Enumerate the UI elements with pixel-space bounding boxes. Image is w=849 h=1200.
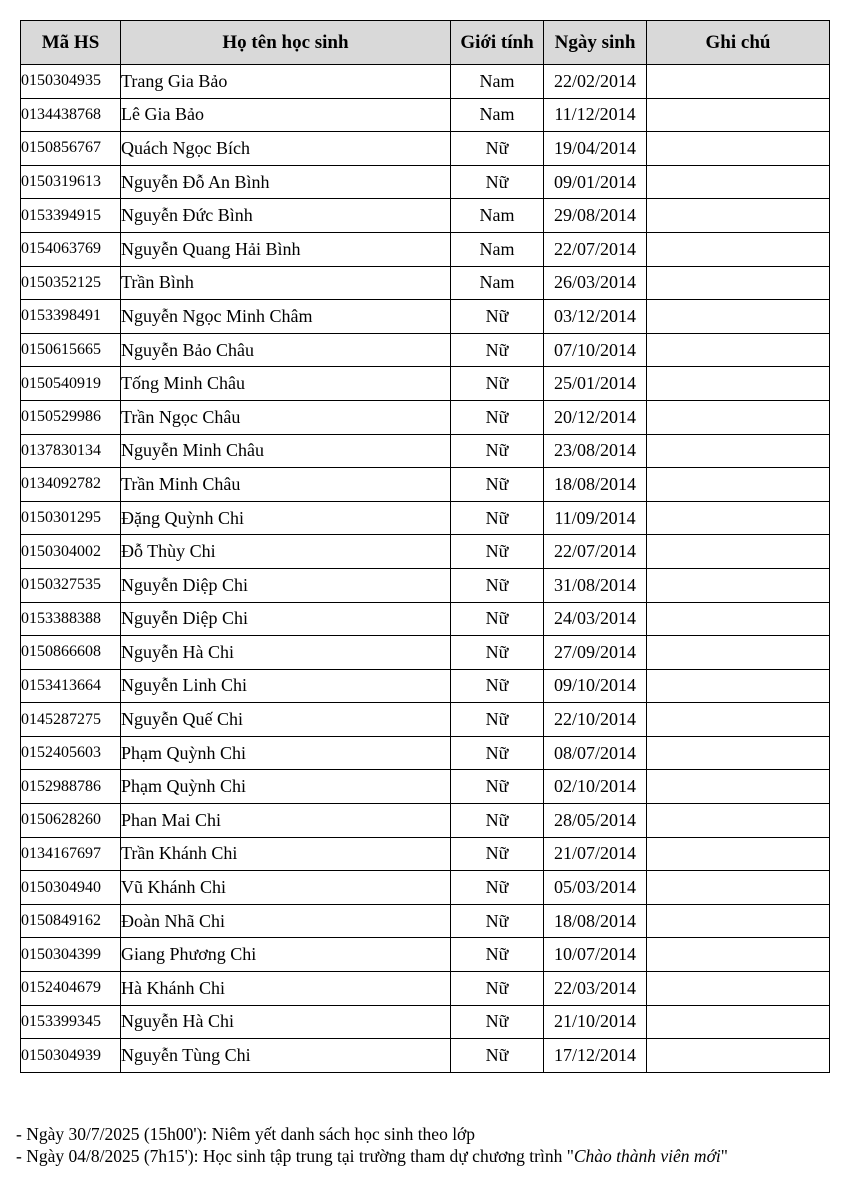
table-row	[21, 333, 830, 367]
cell-note	[647, 232, 830, 266]
cell-student-id: 0137830134	[21, 434, 121, 468]
cell-gender: Nam	[451, 266, 544, 300]
column-header-note: Ghi chú	[647, 21, 830, 65]
cell-note	[647, 1039, 830, 1073]
cell-gender: Nam	[451, 199, 544, 233]
table-row	[21, 669, 830, 703]
cell-date-of-birth: 26/03/2014	[544, 266, 647, 300]
cell-student-name: Nguyễn Diệp Chi	[121, 568, 451, 602]
cell-note	[647, 501, 830, 535]
cell-student-name: Vũ Khánh Chi	[121, 871, 451, 905]
cell-note	[647, 98, 830, 132]
cell-student-id: 0150319613	[21, 165, 121, 199]
cell-note	[647, 736, 830, 770]
cell-date-of-birth: 02/10/2014	[544, 770, 647, 804]
cell-student-id: 0150856767	[21, 132, 121, 166]
cell-gender: Nữ	[451, 703, 544, 737]
table-row	[21, 938, 830, 972]
cell-note	[647, 468, 830, 502]
cell-student-id: 0150304940	[21, 871, 121, 905]
cell-note	[647, 636, 830, 670]
cell-student-name: Phan Mai Chi	[121, 804, 451, 838]
cell-note	[647, 938, 830, 972]
student-roster-table	[20, 20, 830, 1073]
cell-date-of-birth: 31/08/2014	[544, 568, 647, 602]
cell-date-of-birth: 25/01/2014	[544, 367, 647, 401]
cell-note	[647, 65, 830, 99]
note-line-1: - Ngày 30/7/2025 (15h00'): Niêm yết danh sách học sinh theo lớp	[16, 1124, 476, 1144]
table-row	[21, 400, 830, 434]
cell-student-name: Nguyễn Đức Bình	[121, 199, 451, 233]
cell-student-id: 0150327535	[21, 568, 121, 602]
table-body	[21, 65, 830, 1073]
cell-student-name: Lê Gia Bảo	[121, 98, 451, 132]
cell-date-of-birth: 21/07/2014	[544, 837, 647, 871]
cell-date-of-birth: 05/03/2014	[544, 871, 647, 905]
cell-student-id: 0150301295	[21, 501, 121, 535]
cell-student-name: Đỗ Thùy Chi	[121, 535, 451, 569]
cell-student-name: Hà Khánh Chi	[121, 972, 451, 1006]
cell-date-of-birth: 20/12/2014	[544, 400, 647, 434]
cell-note	[647, 266, 830, 300]
cell-student-name: Trần Bình	[121, 266, 451, 300]
cell-student-name: Đoàn Nhã Chi	[121, 904, 451, 938]
table-row	[21, 98, 830, 132]
cell-student-id: 0150615665	[21, 333, 121, 367]
table-row	[21, 904, 830, 938]
cell-date-of-birth: 22/07/2014	[544, 232, 647, 266]
cell-gender: Nữ	[451, 871, 544, 905]
cell-student-id: 0150352125	[21, 266, 121, 300]
cell-student-id: 0134438768	[21, 98, 121, 132]
cell-student-name: Nguyễn Quang Hải Bình	[121, 232, 451, 266]
cell-student-name: Quách Ngọc Bích	[121, 132, 451, 166]
cell-gender: Nữ	[451, 736, 544, 770]
cell-student-id: 0153399345	[21, 1005, 121, 1039]
cell-date-of-birth: 07/10/2014	[544, 333, 647, 367]
cell-student-name: Tống Minh Châu	[121, 367, 451, 401]
cell-student-id: 0152405603	[21, 736, 121, 770]
note-line-2-prefix: - Ngày 04/8/2025 (7h15'): Học sinh tập trung tại trường tham dự chương trình "	[16, 1146, 574, 1166]
cell-student-id: 0154063769	[21, 232, 121, 266]
cell-note	[647, 535, 830, 569]
cell-date-of-birth: 17/12/2014	[544, 1039, 647, 1073]
cell-gender: Nữ	[451, 669, 544, 703]
cell-date-of-birth: 09/10/2014	[544, 669, 647, 703]
table-row	[21, 972, 830, 1006]
cell-student-name: Trang Gia Bảo	[121, 65, 451, 99]
cell-student-name: Nguyễn Minh Châu	[121, 434, 451, 468]
cell-gender: Nữ	[451, 770, 544, 804]
cell-date-of-birth: 22/03/2014	[544, 972, 647, 1006]
table-row	[21, 703, 830, 737]
table-row	[21, 165, 830, 199]
cell-note	[647, 367, 830, 401]
cell-student-name: Nguyễn Quế Chi	[121, 703, 451, 737]
cell-gender: Nam	[451, 232, 544, 266]
schedule-notes	[16, 1123, 728, 1167]
table-row	[21, 65, 830, 99]
column-header-student-name: Họ tên học sinh	[121, 21, 451, 65]
cell-student-id: 0134167697	[21, 837, 121, 871]
cell-student-name: Phạm Quỳnh Chi	[121, 770, 451, 804]
cell-gender: Nữ	[451, 501, 544, 535]
cell-note	[647, 568, 830, 602]
cell-date-of-birth: 19/04/2014	[544, 132, 647, 166]
table-row	[21, 568, 830, 602]
cell-student-id: 0150529986	[21, 400, 121, 434]
table-row	[21, 871, 830, 905]
cell-student-id: 0153388388	[21, 602, 121, 636]
cell-student-name: Nguyễn Tùng Chi	[121, 1039, 451, 1073]
cell-gender: Nữ	[451, 434, 544, 468]
cell-student-id: 0150304002	[21, 535, 121, 569]
cell-student-name: Nguyễn Hà Chi	[121, 1005, 451, 1039]
cell-student-id: 0150628260	[21, 804, 121, 838]
table-row	[21, 636, 830, 670]
cell-gender: Nam	[451, 65, 544, 99]
cell-note	[647, 1005, 830, 1039]
table-row	[21, 132, 830, 166]
table-row	[21, 300, 830, 334]
cell-student-id: 0153398491	[21, 300, 121, 334]
table-row	[21, 770, 830, 804]
cell-date-of-birth: 29/08/2014	[544, 199, 647, 233]
table-row	[21, 232, 830, 266]
cell-student-id: 0150866608	[21, 636, 121, 670]
cell-student-id: 0150304935	[21, 65, 121, 99]
cell-gender: Nữ	[451, 636, 544, 670]
cell-note	[647, 300, 830, 334]
cell-gender: Nữ	[451, 165, 544, 199]
column-header-student-id: Mã HS	[21, 21, 121, 65]
table-row	[21, 804, 830, 838]
cell-gender: Nữ	[451, 568, 544, 602]
cell-date-of-birth: 08/07/2014	[544, 736, 647, 770]
cell-gender: Nam	[451, 98, 544, 132]
table-header-row	[21, 21, 830, 65]
cell-date-of-birth: 11/12/2014	[544, 98, 647, 132]
cell-gender: Nữ	[451, 602, 544, 636]
note-line-2-program-name: Chào thành viên mới	[573, 1146, 721, 1166]
cell-note	[647, 400, 830, 434]
cell-student-id: 0152988786	[21, 770, 121, 804]
cell-date-of-birth: 27/09/2014	[544, 636, 647, 670]
cell-date-of-birth: 11/09/2014	[544, 501, 647, 535]
table-row	[21, 199, 830, 233]
cell-note	[647, 132, 830, 166]
cell-student-name: Nguyễn Hà Chi	[121, 636, 451, 670]
cell-note	[647, 199, 830, 233]
cell-note	[647, 770, 830, 804]
cell-date-of-birth: 28/05/2014	[544, 804, 647, 838]
cell-student-id: 0150849162	[21, 904, 121, 938]
cell-note	[647, 703, 830, 737]
cell-student-name: Nguyễn Đỗ An Bình	[121, 165, 451, 199]
cell-student-name: Phạm Quỳnh Chi	[121, 736, 451, 770]
table-row	[21, 1005, 830, 1039]
cell-gender: Nữ	[451, 1039, 544, 1073]
table-row	[21, 535, 830, 569]
cell-date-of-birth: 09/01/2014	[544, 165, 647, 199]
cell-gender: Nữ	[451, 400, 544, 434]
cell-date-of-birth: 22/07/2014	[544, 535, 647, 569]
cell-gender: Nữ	[451, 333, 544, 367]
cell-student-id: 0150304939	[21, 1039, 121, 1073]
cell-student-id: 0134092782	[21, 468, 121, 502]
cell-student-name: Giang Phương Chi	[121, 938, 451, 972]
cell-date-of-birth: 23/08/2014	[544, 434, 647, 468]
cell-gender: Nữ	[451, 468, 544, 502]
cell-gender: Nữ	[451, 837, 544, 871]
table-row	[21, 602, 830, 636]
cell-date-of-birth: 24/03/2014	[544, 602, 647, 636]
cell-note	[647, 804, 830, 838]
cell-student-name: Nguyễn Bảo Châu	[121, 333, 451, 367]
table-row	[21, 434, 830, 468]
cell-note	[647, 333, 830, 367]
cell-note	[647, 904, 830, 938]
cell-student-id: 0150304399	[21, 938, 121, 972]
cell-date-of-birth: 18/08/2014	[544, 468, 647, 502]
cell-gender: Nữ	[451, 535, 544, 569]
cell-date-of-birth: 22/02/2014	[544, 65, 647, 99]
cell-date-of-birth: 21/10/2014	[544, 1005, 647, 1039]
cell-note	[647, 972, 830, 1006]
column-header-gender: Giới tính	[451, 21, 544, 65]
cell-student-name: Nguyễn Ngọc Minh Châm	[121, 300, 451, 334]
cell-note	[647, 669, 830, 703]
cell-student-name: Trần Ngọc Châu	[121, 400, 451, 434]
cell-student-id: 0145287275	[21, 703, 121, 737]
cell-gender: Nữ	[451, 300, 544, 334]
cell-gender: Nữ	[451, 904, 544, 938]
note-line-2-suffix: "	[720, 1146, 728, 1166]
cell-note	[647, 434, 830, 468]
cell-date-of-birth: 22/10/2014	[544, 703, 647, 737]
cell-student-name: Nguyễn Diệp Chi	[121, 602, 451, 636]
cell-gender: Nữ	[451, 938, 544, 972]
cell-date-of-birth: 03/12/2014	[544, 300, 647, 334]
table-row	[21, 468, 830, 502]
cell-student-name: Trần Minh Châu	[121, 468, 451, 502]
cell-student-name: Nguyễn Linh Chi	[121, 669, 451, 703]
cell-student-id: 0153413664	[21, 669, 121, 703]
table-row	[21, 837, 830, 871]
cell-student-name: Trần Khánh Chi	[121, 837, 451, 871]
cell-date-of-birth: 18/08/2014	[544, 904, 647, 938]
cell-gender: Nữ	[451, 972, 544, 1006]
cell-note	[647, 165, 830, 199]
table-row	[21, 367, 830, 401]
cell-student-name: Đặng Quỳnh Chi	[121, 501, 451, 535]
cell-student-id: 0150540919	[21, 367, 121, 401]
cell-gender: Nữ	[451, 1005, 544, 1039]
student-roster-sheet	[20, 20, 829, 1073]
table-row	[21, 266, 830, 300]
cell-note	[647, 602, 830, 636]
cell-gender: Nữ	[451, 804, 544, 838]
cell-note	[647, 871, 830, 905]
cell-note	[647, 837, 830, 871]
table-row	[21, 736, 830, 770]
column-header-date-of-birth: Ngày sinh	[544, 21, 647, 65]
table-row	[21, 1039, 830, 1073]
cell-student-id: 0153394915	[21, 199, 121, 233]
table-row	[21, 501, 830, 535]
cell-student-id: 0152404679	[21, 972, 121, 1006]
note-line-2	[16, 1145, 728, 1167]
cell-gender: Nữ	[451, 132, 544, 166]
cell-gender: Nữ	[451, 367, 544, 401]
cell-date-of-birth: 10/07/2014	[544, 938, 647, 972]
